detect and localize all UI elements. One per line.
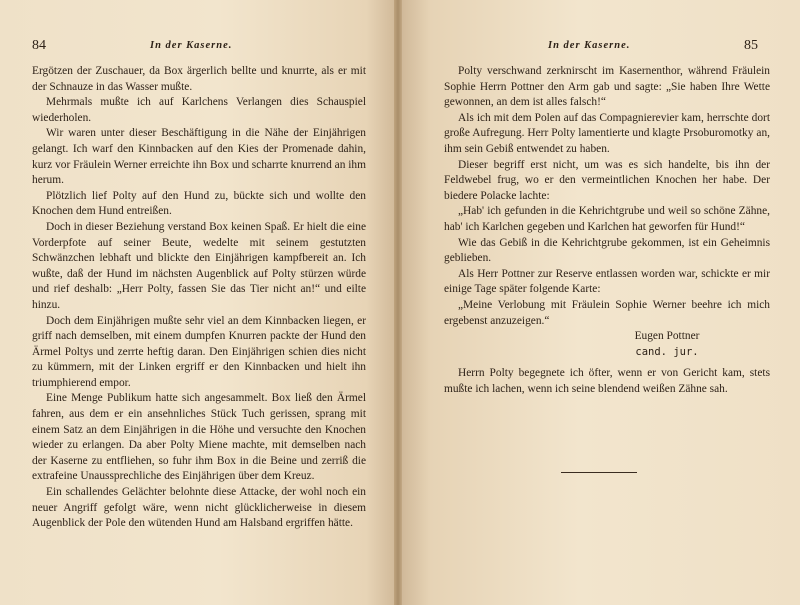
right-page	[398, 0, 800, 605]
paragraph: Mehrmals mußte ich auf Karlchens Verlangen dies Schauspiel wiederholen.	[32, 96, 366, 124]
paragraph: Wie das Gebiß in die Kehrichtgrube gekommen, ist ein Geheimnis geblieben.	[444, 236, 770, 265]
right-page-number: 85	[744, 38, 758, 53]
right-page-body	[444, 64, 770, 397]
paragraph: Als ich mit dem Polen auf das Compagnierevier kam, herrschte dort große Aufregung. Herr Polty lamentierte und klagte Prsoburomotky an, ihm sein Gebiß entwendet zu haben.	[444, 111, 770, 155]
signature-name: Eugen Pottner	[634, 330, 700, 343]
chapter-end-rule	[561, 472, 637, 473]
left-page-number: 84	[32, 38, 46, 53]
right-running-head: In der Kaserne.	[548, 40, 631, 51]
paragraph: Als Herr Pottner zur Reserve entlassen worden war, schickte er mir einige Tage später folgende Karte:	[444, 267, 770, 296]
paragraph: Ein schallendes Gelächter belohnte diese Attacke, der wohl noch ein neuer Angriff gefolgt wäre, wenn nicht glücklicherweise in diesem Augenblick der Pole den wütenden Hund am Halsband ergriffen hätte.	[32, 486, 366, 530]
paragraph: „Meine Verlobung mit Fräulein Sophie Werner beehre ich mich ergebenst anzuzeigen.“	[444, 298, 770, 327]
paragraph: „Hab' ich gefunden in die Kehrichtgrube und weil so schöne Zähne, hab' ich Karlchen gegeben und Karlchen hat geworfen für Hund!“	[444, 205, 770, 233]
paragraph: Wir waren unter dieser Beschäftigung in die Nähe der Einjährigen gelangt. Ich warf den Kinnbacken auf den Kies der Promenade dahin, kurz vor Fräulein Werner erreichte ihn Box und scharrte knurrend an ihm herum.	[32, 127, 366, 187]
book-gutter	[394, 0, 402, 605]
paragraph: Dieser begriff erst nicht, um was es sich handelte, bis ihn der Feldwebel frug, wo er den vermeintlichen Knochen her habe. Der biedere Polacke lachte:	[444, 158, 770, 202]
paragraph: Plötzlich lief Polty auf den Hund zu, bückte sich und wollte den Knochen dem Hund entreißen.	[32, 189, 366, 218]
paragraph: Ergötzen der Zuschauer, da Box ärgerlich bellte und knurrte, als er mit der Schnauze in das Wasser mußte.	[32, 65, 366, 93]
paragraph: Doch in dieser Beziehung verstand Box keinen Spaß. Er hielt die eine Vorderpfote auf seiner Beute, wedelte mit seinem gestutzten Schwänzchen lebhaft und blickte den Einjährigen kampfbereit an. Ich wußte, daß der Hund im nächsten Augenblick auf Polty stürzen würde und rief deshalb: „Herr Polty, fassen Sie das Tier nicht an!“ und eilte hinzu.	[32, 220, 366, 311]
paragraph: Eine Menge Publikum hatte sich angesammelt. Box ließ den Ärmel fahren, aus dem er ein ansehnliches Stück Tuch gerissen, sprang mit einem Satz an dem Einjährigen in die Höhe und versuchte den Knochen wieder zu erlangen. Da aber Polty Miene machte, mit demselben nach der Kaserne zu entfliehen, so fuhr ihm Box in die Beine und zerriß die extrafeine Unaussprechliche des Einjährigen über dem Kreuz.	[32, 392, 366, 483]
paragraph: Doch dem Einjährigen mußte sehr viel an dem Kinnbacken liegen, er griff nach demselben, mit einem dumpfen Knurren packte der Hund den Ärmel Poltys und zerrte heftig daran. Den Einjährigen schien dies nicht zu kümmern, mit der Linken ergriff er den Kinnbacken und hielt ihn triumphierend empor.	[32, 314, 366, 389]
paragraph: Polty verschwand zerknirscht im Kasernenthor, während Fräulein Sophie Herrn Pottner den Arm gab und sagte: „Sie haben Ihre Wette gewonnen, an dem ist alles falsch!“	[444, 65, 770, 109]
signature-title: cand. jur.	[635, 345, 699, 358]
closing-paragraph: Herrn Polty begegnete ich öfter, wenn er von Gericht kam, stets mußte ich lachen, wenn ich seine blendend weißen Zähne sah.	[444, 367, 770, 395]
left-page	[0, 0, 398, 605]
left-running-head: In der Kaserne.	[150, 40, 233, 51]
left-page-body	[32, 64, 366, 532]
